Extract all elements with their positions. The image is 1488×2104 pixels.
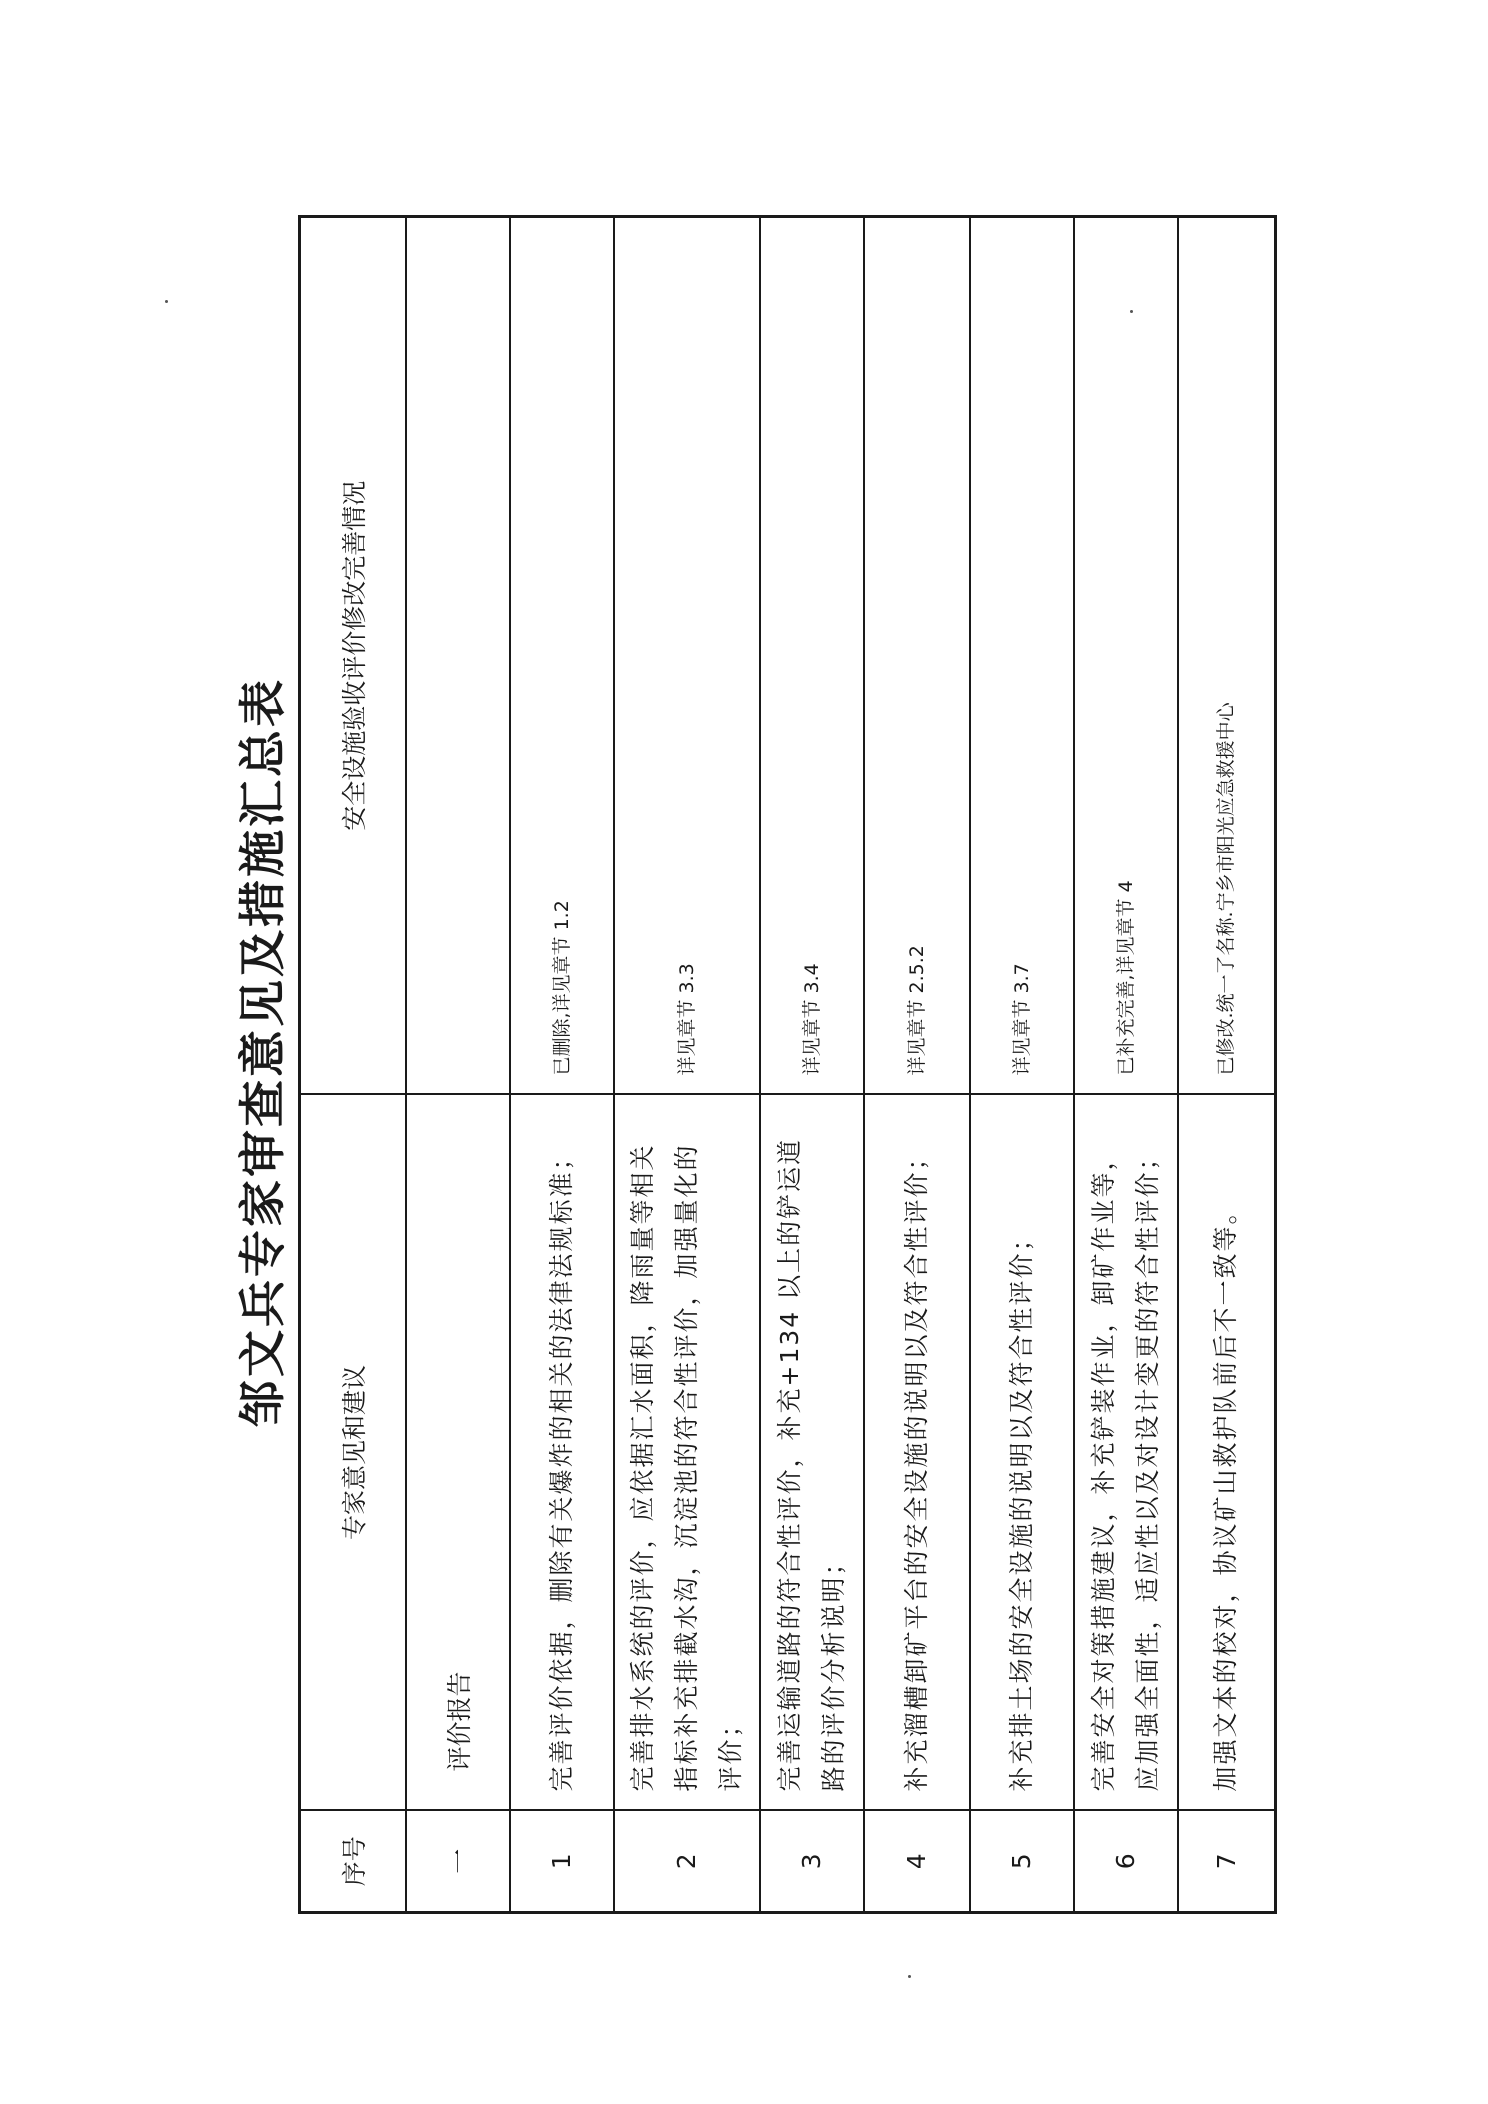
table-row <box>614 217 760 1913</box>
row-opinion: 完善排水系统的评价，应依据汇水面积，降雨量等相关指标补充排截水沟，沉淀池的符合性评价，加强量化的评价； <box>614 1095 760 1811</box>
row-fix: 已补充完善,详见章节 4 <box>1074 217 1178 1095</box>
scan-speck <box>165 300 168 303</box>
row-no: 7 <box>1178 1811 1276 1913</box>
row-opinion: 完善评价依据，删除有关爆炸的相关的法律法规标准； <box>510 1095 614 1811</box>
row-no: 3 <box>760 1811 864 1913</box>
row-fix: 详见章节 3.4 <box>760 217 864 1095</box>
header-no: 序号 <box>300 1811 406 1913</box>
row-no: 5 <box>970 1811 1074 1913</box>
table-row <box>970 217 1074 1913</box>
row-opinion: 加强文本的校对，协议矿山救护队前后不一致等。 <box>1178 1095 1276 1811</box>
row-fix: 详见章节 2.5.2 <box>864 217 970 1095</box>
table-row <box>510 217 614 1913</box>
row-no: 2 <box>614 1811 760 1913</box>
table-row <box>864 217 970 1913</box>
row-fix: 已修改.统一了名称.宁乡市阳光应急救援中心 <box>1178 217 1276 1095</box>
section-row <box>406 217 510 1913</box>
document-title: 邹文兵专家审查意见及措施汇总表 <box>236 677 291 1427</box>
row-opinion: 完善安全对策措施建议，补充铲装作业，卸矿作业等，应加强全面性，适应性以及对设计变更的符合性评价； <box>1074 1095 1178 1811</box>
row-fix: 已删除,详见章节 1.2 <box>510 217 614 1095</box>
scan-speck <box>908 1975 911 1978</box>
table-row <box>760 217 864 1913</box>
row-no: 6 <box>1074 1811 1178 1913</box>
table-row <box>1178 217 1276 1913</box>
table-header-row <box>300 217 406 1913</box>
row-opinion: 完善运输道路的符合性评价，补充+134 以上的铲运道路的评价分析说明； <box>760 1095 864 1811</box>
row-no: 4 <box>864 1811 970 1913</box>
header-opinion: 专家意见和建议 <box>300 1095 406 1811</box>
section-no: 一 <box>406 1811 510 1913</box>
row-no: 1 <box>510 1811 614 1913</box>
table-row <box>1074 217 1178 1913</box>
summary-table <box>298 215 1277 1914</box>
row-opinion: 补充溜槽卸矿平台的安全设施的说明以及符合性评价； <box>864 1095 970 1811</box>
section-empty-cell <box>406 217 510 1095</box>
section-title: 评价报告 <box>406 1095 510 1811</box>
row-fix: 详见章节 3.7 <box>970 217 1074 1095</box>
header-fix: 安全设施验收评价修改完善情况 <box>300 217 406 1095</box>
row-fix: 详见章节 3.3 <box>614 217 760 1095</box>
row-opinion: 补充排土场的安全设施的说明以及符合性评价； <box>970 1095 1074 1811</box>
scan-speck <box>1130 310 1133 313</box>
